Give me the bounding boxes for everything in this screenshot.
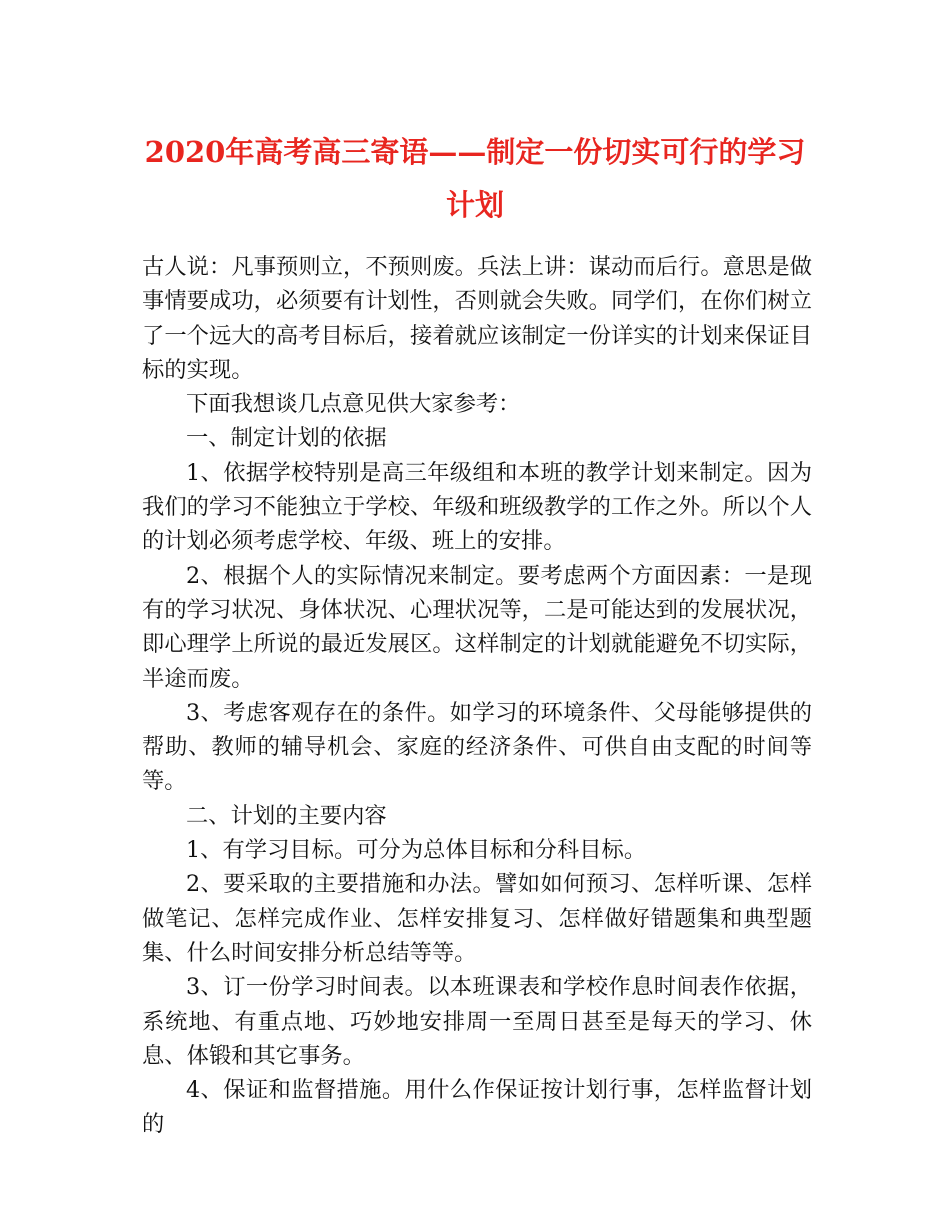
paragraph: 2、根据个人的实际情况来制定。要考虑两个方面因素：一是现有的学习状况、身体状况、心理状况等，二是可能达到的发展状况，即心理学上所说的最近发展区。这样制定的计划就能避免不切实际，半途而废。 xyxy=(142,562,812,692)
paragraph: 4、保证和监督措施。用什么作保证按计划行事，怎样监督计划的 xyxy=(142,1077,812,1138)
paragraph: 3、考虑客观存在的条件。如学习的环境条件、父母能够提供的帮助、教师的辅导机会、家庭的经济条件、可供自由支配的时间等等。 xyxy=(142,699,812,795)
paragraph: 1、有学习目标。可分为总体目标和分科目标。 xyxy=(186,837,647,864)
document-title: 2020年高考高三寄语——制定一份切实可行的学习计划 xyxy=(144,135,806,222)
paragraph: 2、要采取的主要措施和办法。譬如如何预习、怎样听课、怎样做笔记、怎样完成作业、怎样安排复习、怎样做好错题集和典型题集、什么时间安排分析总结等等。 xyxy=(142,871,812,966)
paragraph: 下面我想谈几点意见供大家参考： xyxy=(186,391,521,418)
document-body xyxy=(142,250,812,1142)
paragraph: 3、订一份学习时间表。以本班课表和学校作息时间表作依据，系统地、有重点地、巧妙地安排周一至周日甚至是每天的学习、休息、体锻和其它事务。 xyxy=(142,974,812,1069)
section-heading: 一、制定计划的依据 xyxy=(186,425,387,452)
section-heading: 二、计划的主要内容 xyxy=(186,802,387,829)
paragraph: 1、依据学校特别是高三年级组和本班的教学计划来制定。因为我们的学习不能独立于学校、年级和班级教学的工作之外。所以个人的计划必须考虑学校、年级、班上的安排。 xyxy=(142,459,812,555)
paragraph: 古人说：凡事预则立，不预则废。兵法上讲：谋动而后行。意思是做事情要成功，必须要有计划性，否则就会失败。同学们，在你们树立了一个远大的高考目标后，接着就应该制定一份详实的计划来保证目标的实现。 xyxy=(142,254,812,383)
